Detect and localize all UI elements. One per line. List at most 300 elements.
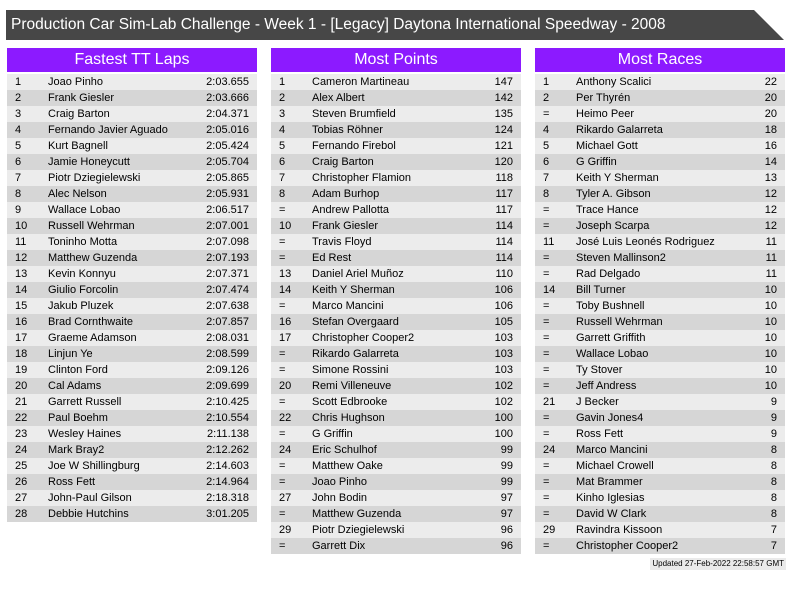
title-banner: [6, 10, 784, 40]
driver-name: Garrett Griffith: [576, 332, 646, 344]
leaderboard-row: [7, 106, 257, 122]
value-cell: 9: [770, 412, 777, 424]
value-cell: 3:01.205: [206, 508, 249, 520]
leaderboard-row: [535, 106, 785, 122]
leaderboard-row: [271, 202, 521, 218]
value-cell: 135: [494, 108, 513, 120]
value-cell: 2:05.424: [206, 140, 249, 152]
driver-name: Ross Fett: [576, 428, 624, 440]
value-cell: 117: [495, 204, 513, 216]
leaderboard-row: [271, 154, 521, 170]
position-cell: 11: [15, 236, 27, 248]
value-cell: 102: [494, 380, 513, 392]
leaderboard-row: [535, 234, 785, 250]
position-cell: 10: [279, 220, 292, 232]
leaderboard-row: [7, 442, 257, 458]
driver-name: Debbie Hutchins: [48, 508, 129, 520]
leaderboard-row: [535, 282, 785, 298]
value-cell: 99: [500, 460, 513, 472]
driver-name: Kurt Bagnell: [48, 140, 108, 152]
position-cell: 21: [543, 396, 556, 408]
value-cell: 22: [764, 76, 777, 88]
leaderboard-row: [271, 234, 521, 250]
value-cell: 97: [500, 508, 513, 520]
position-cell: 9: [15, 204, 22, 216]
value-cell: 2:07.371: [206, 268, 249, 280]
leaderboard-row: [535, 266, 785, 282]
value-cell: 2:07.857: [206, 316, 249, 328]
leaderboard-row: [7, 202, 257, 218]
leaderboard-rows: [271, 74, 521, 554]
leaderboard-row: [535, 362, 785, 378]
position-cell: =: [279, 396, 286, 408]
driver-name: Simone Rossini: [312, 364, 389, 376]
driver-name: Stefan Overgaard: [312, 316, 399, 328]
value-cell: 7: [770, 540, 777, 552]
leaderboard-row: [535, 314, 785, 330]
driver-name: Jakub Pluzek: [48, 300, 114, 312]
driver-name: Alec Nelson: [48, 188, 107, 200]
driver-name: Clinton Ford: [48, 364, 108, 376]
position-cell: 13: [279, 268, 292, 280]
driver-name: Christopher Flamion: [312, 172, 412, 184]
position-cell: 3: [15, 108, 22, 120]
position-cell: =: [543, 428, 550, 440]
driver-name: Wallace Lobao: [576, 348, 649, 360]
value-cell: 8: [770, 476, 777, 488]
value-cell: 142: [494, 92, 513, 104]
driver-name: Travis Floyd: [312, 236, 372, 248]
value-cell: 97: [500, 492, 513, 504]
position-cell: =: [543, 252, 550, 264]
position-cell: 20: [279, 380, 292, 392]
value-cell: 2:04.371: [206, 108, 249, 120]
value-cell: 2:14.964: [206, 476, 249, 488]
leaderboard-row: [535, 378, 785, 394]
position-cell: 11: [543, 236, 555, 248]
position-cell: 7: [279, 172, 286, 184]
leaderboard-row: [7, 170, 257, 186]
value-cell: 100: [494, 412, 513, 424]
value-cell: 8: [770, 444, 777, 456]
leaderboard-row: [271, 90, 521, 106]
driver-name: Frank Giesler: [312, 220, 379, 232]
driver-name: Jeff Andress: [576, 380, 637, 392]
value-cell: 10: [764, 380, 777, 392]
driver-name: Bill Turner: [576, 284, 626, 296]
driver-name: Tyler A. Gibson: [576, 188, 651, 200]
leaderboard-row: [535, 410, 785, 426]
value-cell: 103: [494, 348, 513, 360]
value-cell: 2:07.474: [206, 284, 249, 296]
driver-name: Russell Wehrman: [48, 220, 135, 232]
position-cell: 5: [543, 140, 550, 152]
leaderboard-row: [7, 426, 257, 442]
position-cell: 6: [543, 156, 550, 168]
leaderboard-row: [271, 394, 521, 410]
leaderboard-row: [535, 122, 785, 138]
value-cell: 121: [494, 140, 513, 152]
position-cell: =: [279, 252, 286, 264]
value-cell: 114: [495, 252, 513, 264]
value-cell: 120: [494, 156, 513, 168]
value-cell: 2:07.098: [206, 236, 249, 248]
leaderboard-row: [7, 186, 257, 202]
position-cell: 3: [279, 108, 286, 120]
driver-name: G Griffin: [576, 156, 617, 168]
position-cell: 27: [279, 492, 292, 504]
value-cell: 16: [764, 140, 777, 152]
driver-name: Kinho Iglesias: [576, 492, 645, 504]
driver-name: Joseph Scarpa: [576, 220, 650, 232]
position-cell: 1: [279, 76, 286, 88]
value-cell: 10: [764, 316, 777, 328]
value-cell: 11: [765, 252, 777, 264]
position-cell: 29: [543, 524, 556, 536]
position-cell: 8: [15, 188, 22, 200]
position-cell: 1: [15, 76, 22, 88]
driver-name: Keith Y Sherman: [312, 284, 395, 296]
leaderboard-row: [271, 474, 521, 490]
driver-name: Mat Brammer: [576, 476, 643, 488]
value-cell: 12: [764, 204, 777, 216]
leaderboard-row: [271, 314, 521, 330]
position-cell: 14: [279, 284, 292, 296]
position-cell: 16: [279, 316, 292, 328]
position-cell: 28: [15, 508, 28, 520]
position-cell: =: [543, 540, 550, 552]
value-cell: 2:03.655: [206, 76, 249, 88]
value-cell: 2:06.517: [206, 204, 249, 216]
position-cell: =: [543, 476, 550, 488]
value-cell: 2:08.599: [206, 348, 249, 360]
value-cell: 10: [764, 348, 777, 360]
value-cell: 2:07.193: [206, 252, 249, 264]
leaderboard-row: [271, 218, 521, 234]
driver-name: Joao Pinho: [312, 476, 368, 488]
position-cell: 21: [15, 396, 28, 408]
value-cell: 103: [494, 332, 513, 344]
position-cell: =: [543, 348, 550, 360]
value-cell: 2:14.603: [206, 460, 249, 472]
leaderboard-row: [7, 346, 257, 362]
driver-name: Eric Schulhof: [312, 444, 377, 456]
leaderboard-row: [271, 170, 521, 186]
leaderboard-row: [7, 330, 257, 346]
position-cell: 22: [279, 412, 292, 424]
value-cell: 100: [494, 428, 513, 440]
position-cell: 14: [15, 284, 28, 296]
leaderboard-row: [271, 378, 521, 394]
position-cell: 10: [15, 220, 28, 232]
driver-name: Steven Brumfield: [312, 108, 396, 120]
value-cell: 105: [494, 316, 513, 328]
leaderboard-row: [535, 138, 785, 154]
position-cell: 2: [15, 92, 22, 104]
leaderboard-rows: [7, 74, 257, 522]
value-cell: 114: [495, 236, 513, 248]
panel-title: Fastest TT Laps: [7, 48, 257, 72]
position-cell: 16: [15, 316, 28, 328]
driver-name: Wesley Haines: [48, 428, 122, 440]
leaderboard-row: [535, 474, 785, 490]
leaderboard-row: [7, 90, 257, 106]
value-cell: 99: [500, 476, 513, 488]
position-cell: =: [543, 268, 550, 280]
value-cell: 103: [494, 364, 513, 376]
value-cell: 2:12.262: [206, 444, 249, 456]
position-cell: 24: [279, 444, 292, 456]
driver-name: Garrett Russell: [48, 396, 122, 408]
page-title: Production Car Sim-Lab Challenge - Week 1 - [Legacy] Daytona International Speedway - 2008: [11, 16, 666, 33]
leaderboard-row: [535, 490, 785, 506]
position-cell: 6: [15, 156, 22, 168]
leaderboard-row: [7, 122, 257, 138]
driver-name: Jamie Honeycutt: [48, 156, 130, 168]
driver-name: Graeme Adamson: [48, 332, 137, 344]
value-cell: 96: [500, 524, 513, 536]
leaderboard-row: [7, 74, 257, 90]
driver-name: John Bodin: [312, 492, 368, 504]
value-cell: 9: [770, 396, 777, 408]
value-cell: 2:18.318: [206, 492, 249, 504]
leaderboard-row: [7, 218, 257, 234]
position-cell: 18: [15, 348, 28, 360]
fastest-tt-laps-panel: [7, 48, 257, 522]
leaderboard-row: [7, 474, 257, 490]
driver-name: Christopher Cooper2: [576, 540, 679, 552]
value-cell: 96: [500, 540, 513, 552]
position-cell: 23: [15, 428, 28, 440]
position-cell: =: [279, 364, 286, 376]
position-cell: 7: [543, 172, 550, 184]
leaderboard-row: [7, 490, 257, 506]
driver-name: Fernando Firebol: [312, 140, 396, 152]
position-cell: 14: [543, 284, 556, 296]
driver-name: Craig Barton: [48, 108, 110, 120]
value-cell: 99: [500, 444, 513, 456]
position-cell: =: [279, 204, 286, 216]
leaderboard-row: [535, 506, 785, 522]
position-cell: 22: [15, 412, 28, 424]
driver-name: Joao Pinho: [48, 76, 104, 88]
value-cell: 110: [495, 268, 513, 280]
position-cell: 20: [15, 380, 28, 392]
position-cell: 13: [15, 268, 28, 280]
position-cell: 8: [279, 188, 286, 200]
position-cell: 2: [543, 92, 550, 104]
position-cell: 24: [15, 444, 28, 456]
position-cell: 5: [15, 140, 22, 152]
position-cell: 15: [15, 300, 28, 312]
value-cell: 2:09.126: [206, 364, 249, 376]
leaderboard-row: [535, 458, 785, 474]
panel-title: Most Races: [535, 48, 785, 72]
panel-title: Most Points: [271, 48, 521, 72]
position-cell: 4: [543, 124, 550, 136]
driver-name: Piotr Dziegielewski: [48, 172, 141, 184]
driver-name: Garrett Dix: [312, 540, 366, 552]
position-cell: =: [543, 492, 550, 504]
driver-name: Keith Y Sherman: [576, 172, 659, 184]
driver-name: Steven Mallinson2: [576, 252, 666, 264]
driver-name: Matthew Guzenda: [312, 508, 402, 520]
leaderboard-row: [271, 522, 521, 538]
position-cell: =: [279, 300, 286, 312]
leaderboard-row: [535, 330, 785, 346]
driver-name: Paul Boehm: [48, 412, 108, 424]
position-cell: =: [543, 460, 550, 472]
value-cell: 18: [764, 124, 777, 136]
leaderboard-row: [271, 506, 521, 522]
position-cell: =: [543, 220, 550, 232]
leaderboard-row: [271, 74, 521, 90]
most-races-panel: [535, 48, 785, 554]
driver-name: Ed Rest: [312, 252, 352, 264]
value-cell: 124: [494, 124, 513, 136]
leaderboard-row: [535, 186, 785, 202]
leaderboard-row: [271, 122, 521, 138]
position-cell: 17: [15, 332, 28, 344]
driver-name: Michael Gott: [576, 140, 638, 152]
position-cell: =: [543, 108, 550, 120]
value-cell: 10: [764, 300, 777, 312]
value-cell: 106: [494, 300, 513, 312]
leaderboard-row: [535, 74, 785, 90]
leaderboard-row: [7, 234, 257, 250]
value-cell: 20: [764, 92, 777, 104]
driver-name: Giulio Forcolin: [48, 284, 119, 296]
leaderboard-row: [271, 250, 521, 266]
leaderboard-row: [271, 298, 521, 314]
position-cell: =: [279, 476, 286, 488]
position-cell: 29: [279, 524, 292, 536]
driver-name: Matthew Oake: [312, 460, 383, 472]
driver-name: Matthew Guzenda: [48, 252, 138, 264]
position-cell: 19: [15, 364, 28, 376]
leaderboard-rows: [535, 74, 785, 554]
driver-name: Rikardo Galarreta: [312, 348, 399, 360]
leaderboard-row: [535, 202, 785, 218]
value-cell: 2:05.016: [206, 124, 249, 136]
value-cell: 2:05.704: [206, 156, 249, 168]
leaderboard-row: [7, 394, 257, 410]
leaderboard-row: [7, 362, 257, 378]
driver-name: Russell Wehrman: [576, 316, 663, 328]
position-cell: 6: [279, 156, 286, 168]
driver-name: Christopher Cooper2: [312, 332, 415, 344]
value-cell: 11: [765, 236, 777, 248]
value-cell: 2:07.638: [206, 300, 249, 312]
driver-name: Cameron Martineau: [312, 76, 410, 88]
leaderboard-row: [7, 506, 257, 522]
leaderboard-row: [535, 394, 785, 410]
leaderboard-row: [271, 106, 521, 122]
driver-name: Fernando Javier Aguado: [48, 124, 168, 136]
leaderboard-row: [271, 538, 521, 554]
driver-name: G Griffin: [312, 428, 353, 440]
leaderboard-row: [271, 442, 521, 458]
driver-name: Trace Hance: [576, 204, 639, 216]
driver-name: Brad Cornthwaite: [48, 316, 133, 328]
leaderboard-row: [7, 154, 257, 170]
position-cell: =: [279, 508, 286, 520]
leaderboard-row: [271, 186, 521, 202]
value-cell: 147: [494, 76, 513, 88]
value-cell: 7: [770, 524, 777, 536]
value-cell: 114: [495, 220, 513, 232]
leaderboard-row: [7, 250, 257, 266]
leaderboard-row: [535, 154, 785, 170]
driver-name: J Becker: [576, 396, 619, 408]
driver-name: José Luis Leonés Rodriguez: [576, 236, 715, 248]
position-cell: 8: [543, 188, 550, 200]
leaderboard-row: [535, 298, 785, 314]
driver-name: Ross Fett: [48, 476, 96, 488]
value-cell: 2:11.138: [206, 428, 249, 440]
driver-name: Tobias Röhner: [312, 124, 383, 136]
driver-name: Mark Bray2: [48, 444, 105, 456]
leaderboard-row: [7, 458, 257, 474]
leaderboard-row: [271, 266, 521, 282]
driver-name: Marco Mancini: [576, 444, 648, 456]
updated-timestamp: Updated 27-Feb-2022 22:58:57 GMT: [652, 559, 784, 568]
value-cell: 8: [770, 492, 777, 504]
leaderboard-row: [271, 458, 521, 474]
leaderboard-row: [271, 410, 521, 426]
driver-name: Heimo Peer: [576, 108, 635, 120]
position-cell: =: [279, 540, 286, 552]
position-cell: 2: [279, 92, 286, 104]
leaderboard-row: [535, 538, 785, 554]
position-cell: 17: [279, 332, 292, 344]
leaderboard-row: [535, 346, 785, 362]
value-cell: 12: [764, 188, 777, 200]
driver-name: Wallace Lobao: [48, 204, 121, 216]
value-cell: 10: [764, 332, 777, 344]
driver-name: Adam Burhop: [312, 188, 380, 200]
leaderboard-row: [271, 490, 521, 506]
driver-name: Ty Stover: [576, 364, 623, 376]
value-cell: 14: [764, 156, 777, 168]
leaderboard-row: [271, 282, 521, 298]
position-cell: 7: [15, 172, 22, 184]
driver-name: Chris Hughson: [312, 412, 385, 424]
position-cell: =: [279, 236, 286, 248]
leaderboard-row: [535, 250, 785, 266]
position-cell: =: [543, 508, 550, 520]
value-cell: 12: [764, 220, 777, 232]
most-points-panel: [271, 48, 521, 554]
value-cell: 2:07.001: [206, 220, 249, 232]
driver-name: Michael Crowell: [576, 460, 654, 472]
driver-name: Piotr Dziegielewski: [312, 524, 405, 536]
leaderboard-row: [271, 426, 521, 442]
leaderboard-row: [535, 426, 785, 442]
value-cell: 9: [770, 428, 777, 440]
driver-name: Frank Giesler: [48, 92, 115, 104]
position-cell: =: [543, 332, 550, 344]
driver-name: Linjun Ye: [48, 348, 93, 360]
leaderboard-row: [535, 90, 785, 106]
value-cell: 11: [765, 268, 777, 280]
position-cell: =: [543, 204, 550, 216]
leaderboard-row: [7, 298, 257, 314]
value-cell: 2:03.666: [206, 92, 249, 104]
value-cell: 2:08.031: [206, 332, 249, 344]
driver-name: David W Clark: [576, 508, 647, 520]
driver-name: Andrew Pallotta: [312, 204, 390, 216]
